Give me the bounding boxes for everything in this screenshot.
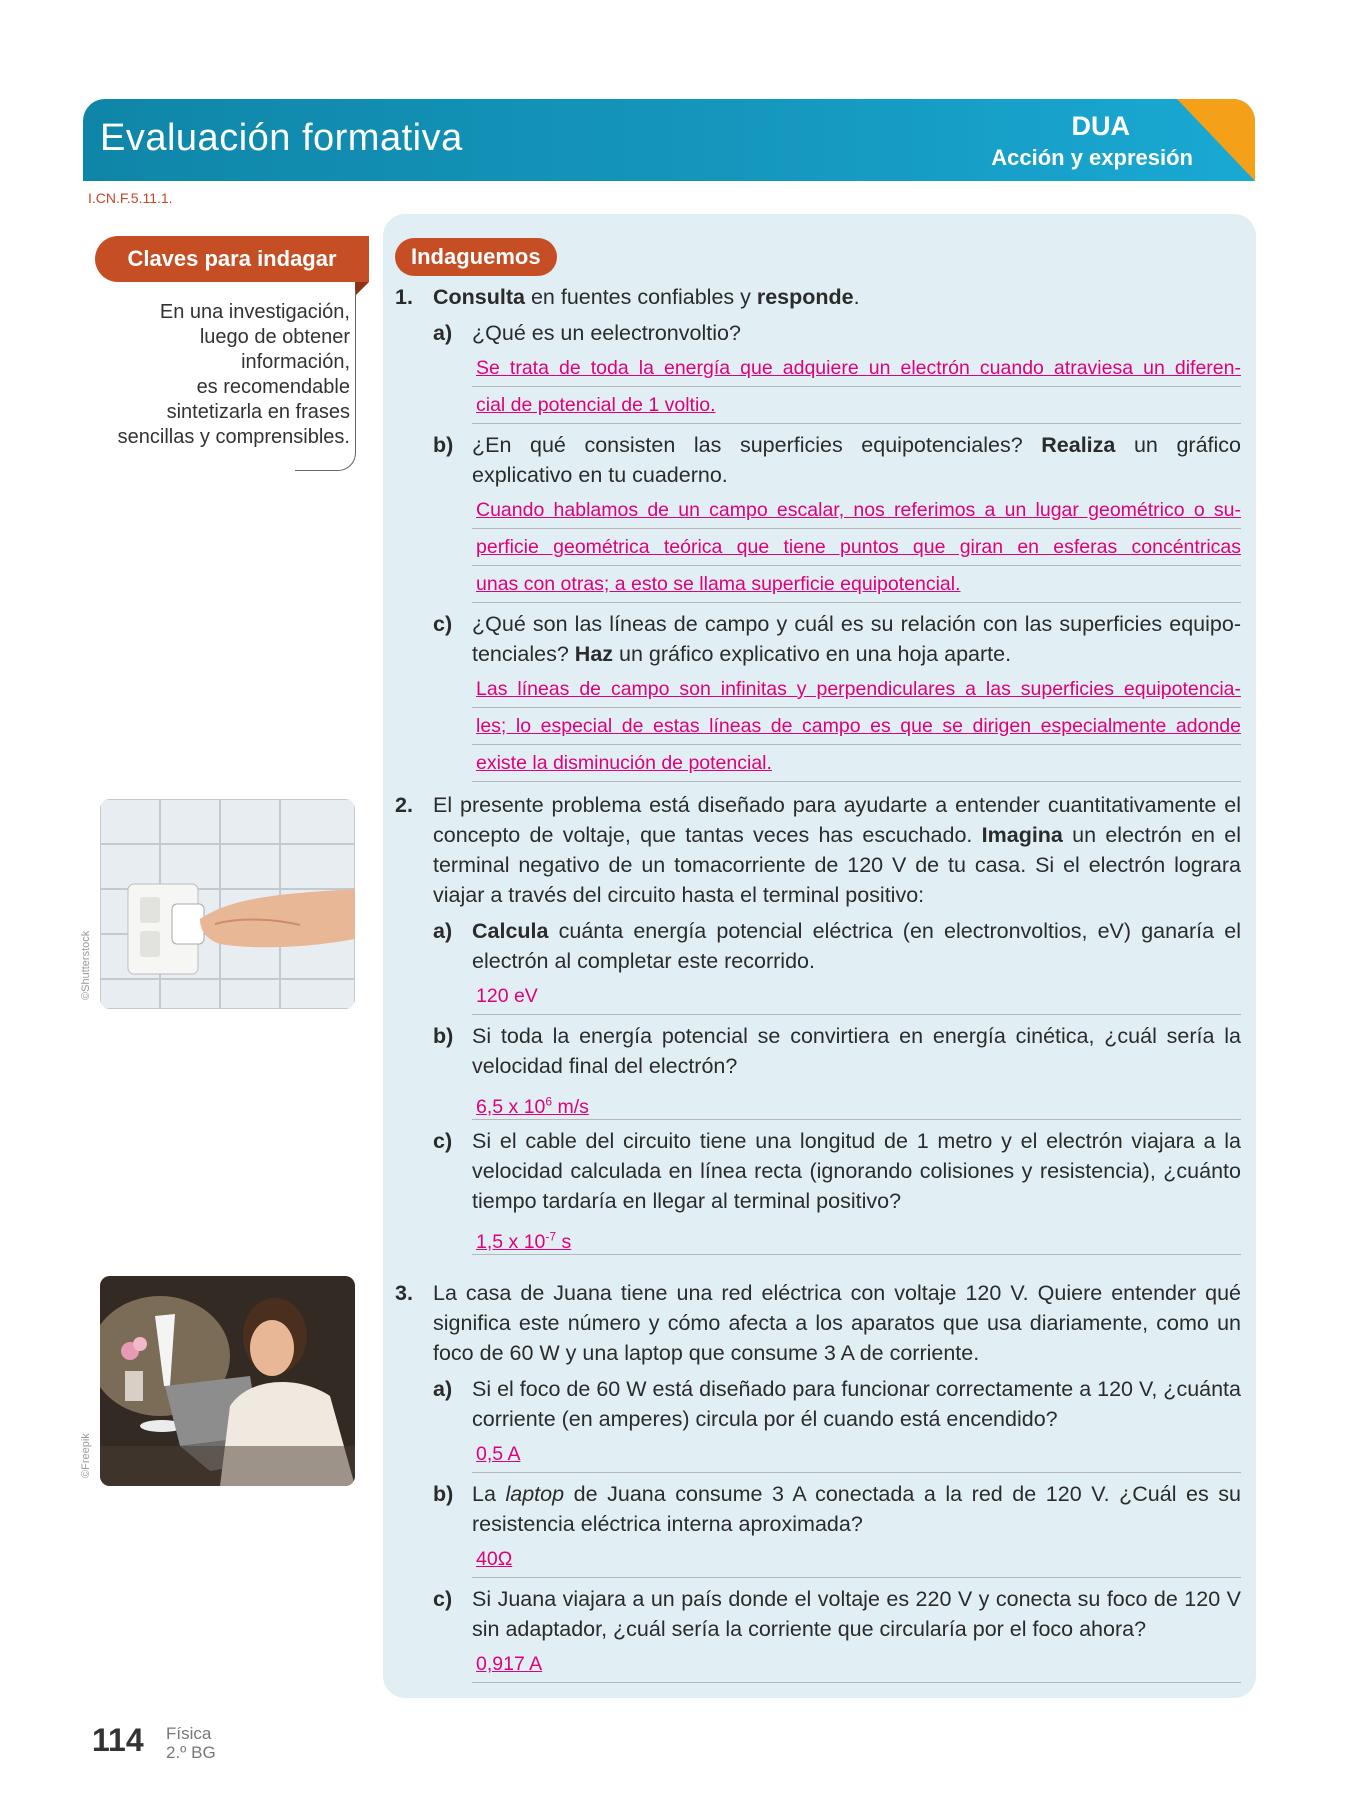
subquestion-b bbox=[433, 1479, 1241, 1578]
claves-line: En una investigación, bbox=[159, 301, 350, 323]
answer-line: 0,917 A bbox=[472, 1646, 1241, 1683]
claves-title: Claves para indagar bbox=[95, 236, 369, 282]
answer-line: unas con otras; a esto se llama superficie equipotencial. bbox=[472, 566, 1241, 603]
subject-name: Física bbox=[166, 1724, 212, 1743]
question-number: 3. bbox=[395, 1281, 413, 1305]
dua-badge bbox=[955, 99, 1255, 181]
answer-block bbox=[472, 492, 1241, 603]
header-banner bbox=[83, 99, 1255, 181]
subquestion-label: c) bbox=[433, 612, 453, 636]
subquestion-b bbox=[433, 430, 1241, 603]
subquestion-text: ¿Qué es un eelectronvoltio? bbox=[472, 321, 741, 345]
answer-line: 120 eV bbox=[472, 978, 1241, 1015]
answer-line: cial de potencial de 1 voltio. bbox=[472, 387, 1241, 424]
answer-line: Las líneas de campo son infinitas y perpendiculares a las superficies equipotencia- bbox=[472, 671, 1241, 708]
subquestion-label: a) bbox=[433, 321, 453, 345]
subquestion-a bbox=[433, 318, 1241, 424]
charger-illustration bbox=[100, 799, 355, 1009]
subquestion-label: b) bbox=[433, 433, 454, 457]
answer-line: 40Ω bbox=[472, 1541, 1241, 1578]
photo-credit: ©Shutterstock bbox=[80, 930, 92, 1000]
answer-block bbox=[472, 1541, 1241, 1578]
photo-credit: ©Freepik bbox=[80, 1433, 92, 1478]
subquestion-c bbox=[433, 1126, 1241, 1255]
subquestion-label: c) bbox=[433, 1129, 453, 1153]
subquestion-text: Calcula cuánta energía potencial eléctrica (en electronvoltios, eV) ganaría el electrón al completar este recorrido. bbox=[472, 919, 1241, 973]
subquestion-text: ¿En qué consisten las superficies equipotenciales? Realiza un gráfico explicativo en tu cuaderno. bbox=[472, 433, 1241, 487]
photo-woman-laptop bbox=[100, 1276, 355, 1486]
subquestion-c bbox=[433, 609, 1241, 782]
curriculum-code: I.CN.F.5.11.1. bbox=[88, 190, 173, 206]
question-text: La casa de Juana tiene una red eléctrica con voltaje 120 V. Quiere entender qué significa este número y cómo afecta a los aparatos que usa diariamente, como un foco de 60 W y una laptop que consume 3 A de corriente. bbox=[433, 1281, 1241, 1365]
answer-line: perficie geométrica teórica que tiene puntos que giran en esferas concéntricas bbox=[472, 529, 1241, 566]
question-3 bbox=[395, 1278, 1241, 1683]
subquestion-text: Si toda la energía potencial se convirtiera en energía cinética, ¿cuál sería la velocidad final del electrón? bbox=[472, 1024, 1241, 1078]
answer-line: 6,5 x $10^6$ m/s bbox=[472, 1083, 1241, 1120]
subquestion-label: a) bbox=[433, 919, 453, 943]
question-1 bbox=[395, 282, 1241, 782]
answer-block bbox=[472, 350, 1241, 424]
answer-line: existe la disminución de potencial. bbox=[472, 745, 1241, 782]
answer-line: 0,5 A bbox=[472, 1436, 1241, 1473]
subquestion-a bbox=[433, 1374, 1241, 1473]
subquestion-label: b) bbox=[433, 1482, 454, 1506]
dua-title: DUA bbox=[1071, 111, 1130, 141]
subquestion-text: La laptop de Juana consume 3 A conectada a la red de 120 V. ¿Cuál es su resistencia eléctrica interna aproximada? bbox=[472, 1482, 1241, 1536]
subquestion-label: b) bbox=[433, 1024, 454, 1048]
subquestion-label: a) bbox=[433, 1377, 453, 1401]
answer-line: 1,5 x $10^{-7}$ s bbox=[472, 1218, 1241, 1255]
answer-line: Cuando hablamos de un campo escalar, nos referimos a un lugar geométrico o su- bbox=[472, 492, 1241, 529]
subquestion-label: c) bbox=[433, 1587, 453, 1611]
answer-block bbox=[472, 1083, 1241, 1120]
answer-block bbox=[472, 1218, 1241, 1255]
question-2 bbox=[395, 790, 1241, 1255]
claves-fold bbox=[355, 282, 369, 296]
claves-line: es recomendable bbox=[196, 376, 350, 398]
claves-line: sencillas y comprensibles. bbox=[117, 426, 350, 448]
dua-subtitle: Acción y expresión bbox=[991, 145, 1193, 170]
answer-line: les; lo especial de estas líneas de campo es que se dirigen especialmente adonde bbox=[472, 708, 1241, 745]
claves-line: luego de obtener bbox=[199, 326, 350, 348]
question-number: 1. bbox=[395, 285, 413, 309]
page-title: Evaluación formativa bbox=[100, 117, 463, 159]
question-number: 2. bbox=[395, 793, 413, 817]
question-text: Consulta en fuentes confiables y responde. bbox=[433, 285, 860, 309]
subquestion-text: Si el foco de 60 W está diseñado para funcionar correctamente a 120 V, ¿cuánta corriente (en amperes) circula por él cuando está encendido? bbox=[472, 1377, 1241, 1431]
answer-block bbox=[472, 1436, 1241, 1473]
answer-line: Se trata de toda la energía que adquiere un electrón cuando atraviesa un diferen- bbox=[472, 350, 1241, 387]
answer-block bbox=[472, 978, 1241, 1015]
subquestion-a bbox=[433, 916, 1241, 1015]
subquestion-c bbox=[433, 1584, 1241, 1683]
section-tab: Indaguemos bbox=[395, 238, 557, 276]
answer-block bbox=[472, 671, 1241, 782]
subquestion-text: Si Juana viajara a un país donde el voltaje es 220 V y conecta su foco de 120 V sin adaptador, ¿cuál sería la corriente que circularía por el foco ahora? bbox=[472, 1587, 1241, 1641]
claves-line: sintetizarla en frases bbox=[166, 401, 350, 423]
photo-charger bbox=[100, 799, 355, 1009]
subquestion-b bbox=[433, 1021, 1241, 1120]
footer-subject bbox=[166, 1724, 216, 1762]
question-text: El presente problema está diseñado para ayudarte a entender cuantitativamente el concepto de voltaje, que tantas veces has escuchado. Imagina un electrón en el terminal negativo de un tomacorriente de 120 V de tu casa. Si el electrón lograra viajar a través del circuito hasta el terminal positivo: bbox=[433, 793, 1241, 907]
subquestion-text: Si el cable del circuito tiene una longitud de 1 metro y el electrón viajara a la velocidad calculada en línea recta (ignorando colisiones y resistencia), ¿cuánto tiempo tardaría en llegar al terminal positivo? bbox=[472, 1129, 1241, 1213]
subquestion-text: ¿Qué son las líneas de campo y cuál es su relación con las superficies equipo-tenciales? Haz un gráfico explicativo en una hoja aparte. bbox=[472, 612, 1241, 666]
grade-level: 2.º BG bbox=[166, 1743, 216, 1762]
woman-laptop-illustration bbox=[100, 1276, 355, 1486]
answer-block bbox=[472, 1646, 1241, 1683]
claves-text bbox=[80, 300, 365, 450]
page-number: 114 bbox=[92, 1722, 144, 1758]
claves-line: información, bbox=[241, 351, 350, 373]
